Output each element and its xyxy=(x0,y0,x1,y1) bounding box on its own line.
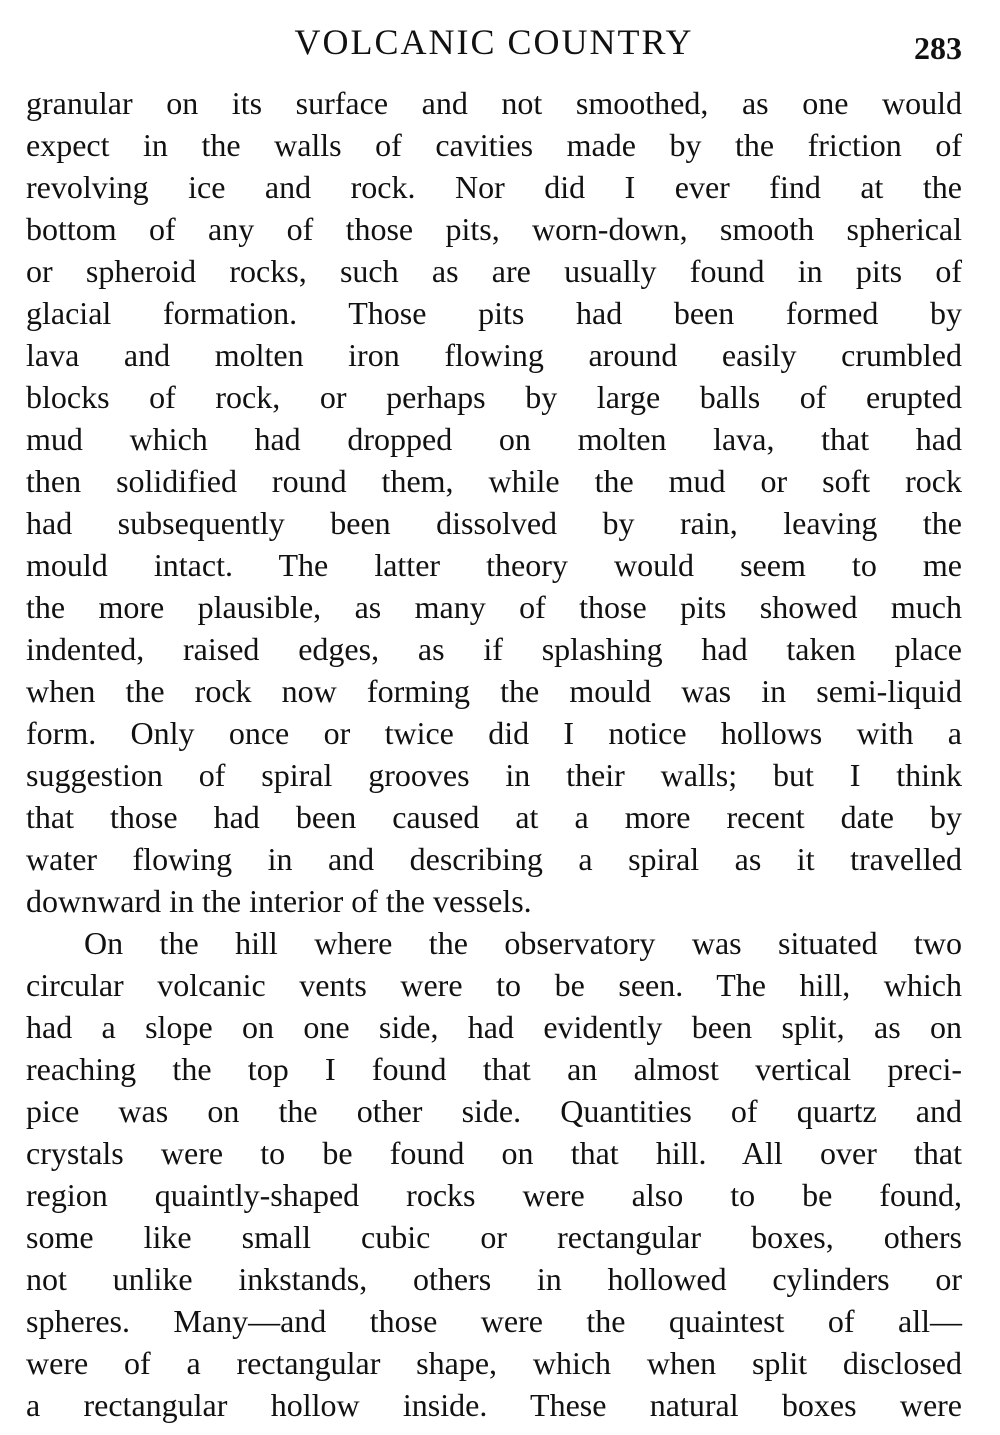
running-head xyxy=(26,18,962,66)
text-line: then solidified round them, while the mud or soft rock xyxy=(26,463,962,499)
text-line: downward in the interior of the vessels. xyxy=(26,883,532,919)
text-line: mud which had dropped on molten lava, that had xyxy=(26,421,962,457)
text-line: bottom of any of those pits, worn-down, smooth spherical xyxy=(26,211,962,247)
text-line: suggestion of spiral grooves in their walls; but I think xyxy=(26,757,962,793)
text-line: lava and molten iron flowing around easily crumbled xyxy=(26,337,962,373)
text-line: had a slope on one side, had evidently been split, as on xyxy=(26,1009,962,1045)
text-line: mould intact. The latter theory would seem to me xyxy=(26,547,962,583)
text-line: expect in the walls of cavities made by the friction of xyxy=(26,127,962,163)
text-line: indented, raised edges, as if splashing had taken place xyxy=(26,631,962,667)
text-line: crystals were to be found on that hill. All over that xyxy=(26,1135,962,1171)
text-line: were of a rectangular shape, which when split disclosed xyxy=(26,1345,962,1381)
text-line: blocks of rock, or perhaps by large balls of erupted xyxy=(26,379,962,415)
text-line: the more plausible, as many of those pits showed much xyxy=(26,589,962,625)
text-line: had subsequently been dissolved by rain, leaving the xyxy=(26,505,962,541)
text-line: when the rock now forming the mould was in semi-liquid xyxy=(26,673,962,709)
text-line: a rectangular hollow inside. These natural boxes were xyxy=(26,1387,962,1423)
body-text xyxy=(26,82,962,1426)
paragraph-1 xyxy=(26,82,962,922)
text-line: form. Only once or twice did I notice hollows with a xyxy=(26,715,962,751)
text-line: or spheroid rocks, such as are usually found in pits of xyxy=(26,253,962,289)
paragraph-2 xyxy=(26,922,962,1426)
text-line: On the hill where the observatory was situated two xyxy=(84,925,962,961)
text-line: water flowing in and describing a spiral as it travelled xyxy=(26,841,962,877)
text-line: not unlike inkstands, others in hollowed cylinders or xyxy=(26,1261,962,1297)
text-line: circular volcanic vents were to be seen. The hill, which xyxy=(26,967,962,1003)
text-line: region quaintly-shaped rocks were also to be found, xyxy=(26,1177,962,1213)
text-line: that those had been caused at a more recent date by xyxy=(26,799,962,835)
text-line: reaching the top I found that an almost vertical preci- xyxy=(26,1051,962,1087)
text-line: some like small cubic or rectangular boxes, others xyxy=(26,1219,962,1255)
text-line: spheres. Many—and those were the quaintest of all— xyxy=(26,1303,962,1339)
running-title: VOLCANIC COUNTRY xyxy=(294,22,694,62)
text-line: granular on its surface and not smoothed, as one would xyxy=(26,85,962,121)
text-line: revolving ice and rock. Nor did I ever find at the xyxy=(26,169,962,205)
text-line: pice was on the other side. Quantities of quartz and xyxy=(26,1093,962,1129)
text-line: glacial formation. Those pits had been formed by xyxy=(26,295,962,331)
page-number: 283 xyxy=(914,30,962,66)
